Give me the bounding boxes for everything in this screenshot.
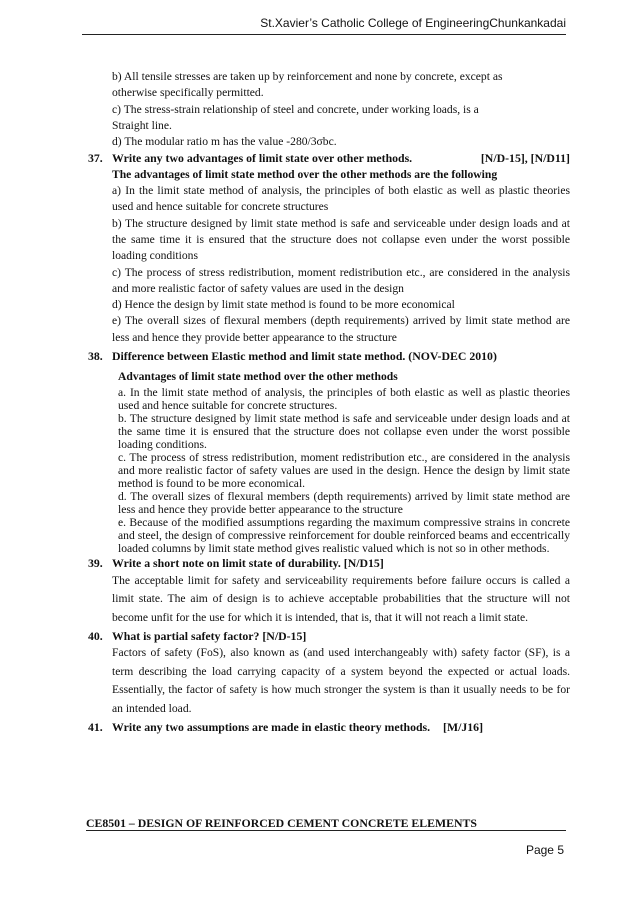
question-40 xyxy=(88,628,570,644)
question-text: Write any two advantages of limit state over other methods. xyxy=(112,151,413,166)
answer-point: b. The structure designed by limit state method is safe and serviceable under design loads and at the same time it is ensured that the structure does not collapse even under the worst possible loading conditions. xyxy=(118,412,570,452)
question-number: 39. xyxy=(88,556,103,571)
page-header: St.Xavier’s Catholic College of EngineeringChunkankadai xyxy=(260,16,566,30)
question-text: What is partial safety factor? [N/D-15] xyxy=(112,628,307,643)
answer-heading: The advantages of limit state method over the other methods are the following xyxy=(112,167,498,181)
question-38 xyxy=(88,348,570,364)
answer-heading: Advantages of limit state method over the other methods xyxy=(118,370,398,384)
exam-tag: [M/J16] xyxy=(443,719,483,734)
exam-tag: [N/D-15], [N/D11] xyxy=(480,151,570,166)
text-line: d) The modular ratio m has the value -280/3σbc. xyxy=(112,135,337,149)
answer-39: The acceptable limit for safety and serviceability requirements before failure occurs is called a limit state. The aim of design is to achieve acceptable probabilities that the structure will not become unfit for the use for which it is intended, that is, that it will not reach a limit state. xyxy=(112,573,570,625)
question-37 xyxy=(88,150,570,166)
answer-point: a. In the limit state method of analysis, the principles of both elastic as well as plastic theories used and hence suitable for concrete structures. xyxy=(118,386,570,413)
answer-40: Factors of safety (FoS), also known as (and used interchangeably with) safety factor (SF), is a term describing the load carrying capacity of a system beyond the expected or actual loads. Essentially, the factor of safety is how much stronger the system is than it usually needs to be for an intended load. xyxy=(112,646,570,716)
assumptions-continued xyxy=(88,69,570,150)
answer-point: e) The overall sizes of flexural members (depth requirements) arrived by limit state method are less and hence they provide better appearance to the structure xyxy=(112,314,570,344)
footer-title: CE8501 – DESIGN OF REINFORCED CEMENT CONCRETE ELEMENTS xyxy=(86,816,477,830)
text-line: c) The stress-strain relationship of steel and concrete, under working loads, is a xyxy=(112,102,479,116)
question-number: 40. xyxy=(88,628,103,643)
question-text: Difference between Elastic method and limit state method. (NOV-DEC 2010) xyxy=(112,349,497,364)
answer-37 xyxy=(88,167,570,346)
question-text: Write a short note on limit state of durability. [N/D15] xyxy=(112,556,384,571)
text-line: b) All tensile stresses are taken up by reinforcement and none by concrete, except as xyxy=(112,70,503,83)
question-41 xyxy=(88,719,570,735)
page-number: Page 5 xyxy=(525,843,564,857)
answer-point: a) In the limit state method of analysis, the principles of both elastic as well as plastic theories used and hence suitable for concrete structures xyxy=(112,184,570,214)
question-number: 38. xyxy=(88,349,103,364)
question-number: 41. xyxy=(88,719,103,734)
header-rule xyxy=(82,34,566,35)
question-39 xyxy=(88,555,570,571)
answer-point: d) Hence the design by limit state method is found to be more economical xyxy=(112,298,455,312)
answer-point: d. The overall sizes of flexural members (depth requirements) arrived by limit state method are less and hence they provide better appearance to the structure xyxy=(118,490,570,517)
page-content xyxy=(88,69,570,735)
answer-38 xyxy=(88,370,570,555)
question-number: 37. xyxy=(88,151,103,166)
answer-point: b) The structure designed by limit state method is safe and serviceable under design loads and at the same time it is ensured that the structure does not collapse even under the worst possible loading conditions xyxy=(112,216,570,263)
footer-rule xyxy=(86,830,566,831)
question-text: Write any two assumptions are made in elastic theory methods. xyxy=(112,719,431,734)
answer-point: e. Because of the modified assumptions regarding the maximum compressive strains in concrete and steel, the design of compressive reinforcement for double reinforced beams and eccentrically loaded columns by limit state method gives realistic valued which is not so in other methods. xyxy=(118,516,570,556)
text-line: otherwise specifically permitted. xyxy=(112,86,264,100)
answer-point: c) The process of stress redistribution, moment redistribution etc., are considered in the analysis and more realistic factor of safety values are used in the design xyxy=(112,265,570,295)
text-line: Straight line. xyxy=(112,118,172,132)
answer-point: c. The process of stress redistribution, moment redistribution etc., are considered in the analysis and more realistic factor of safety values are used in the design. Hence the design by limit state method is found to be more economical. xyxy=(118,451,570,491)
